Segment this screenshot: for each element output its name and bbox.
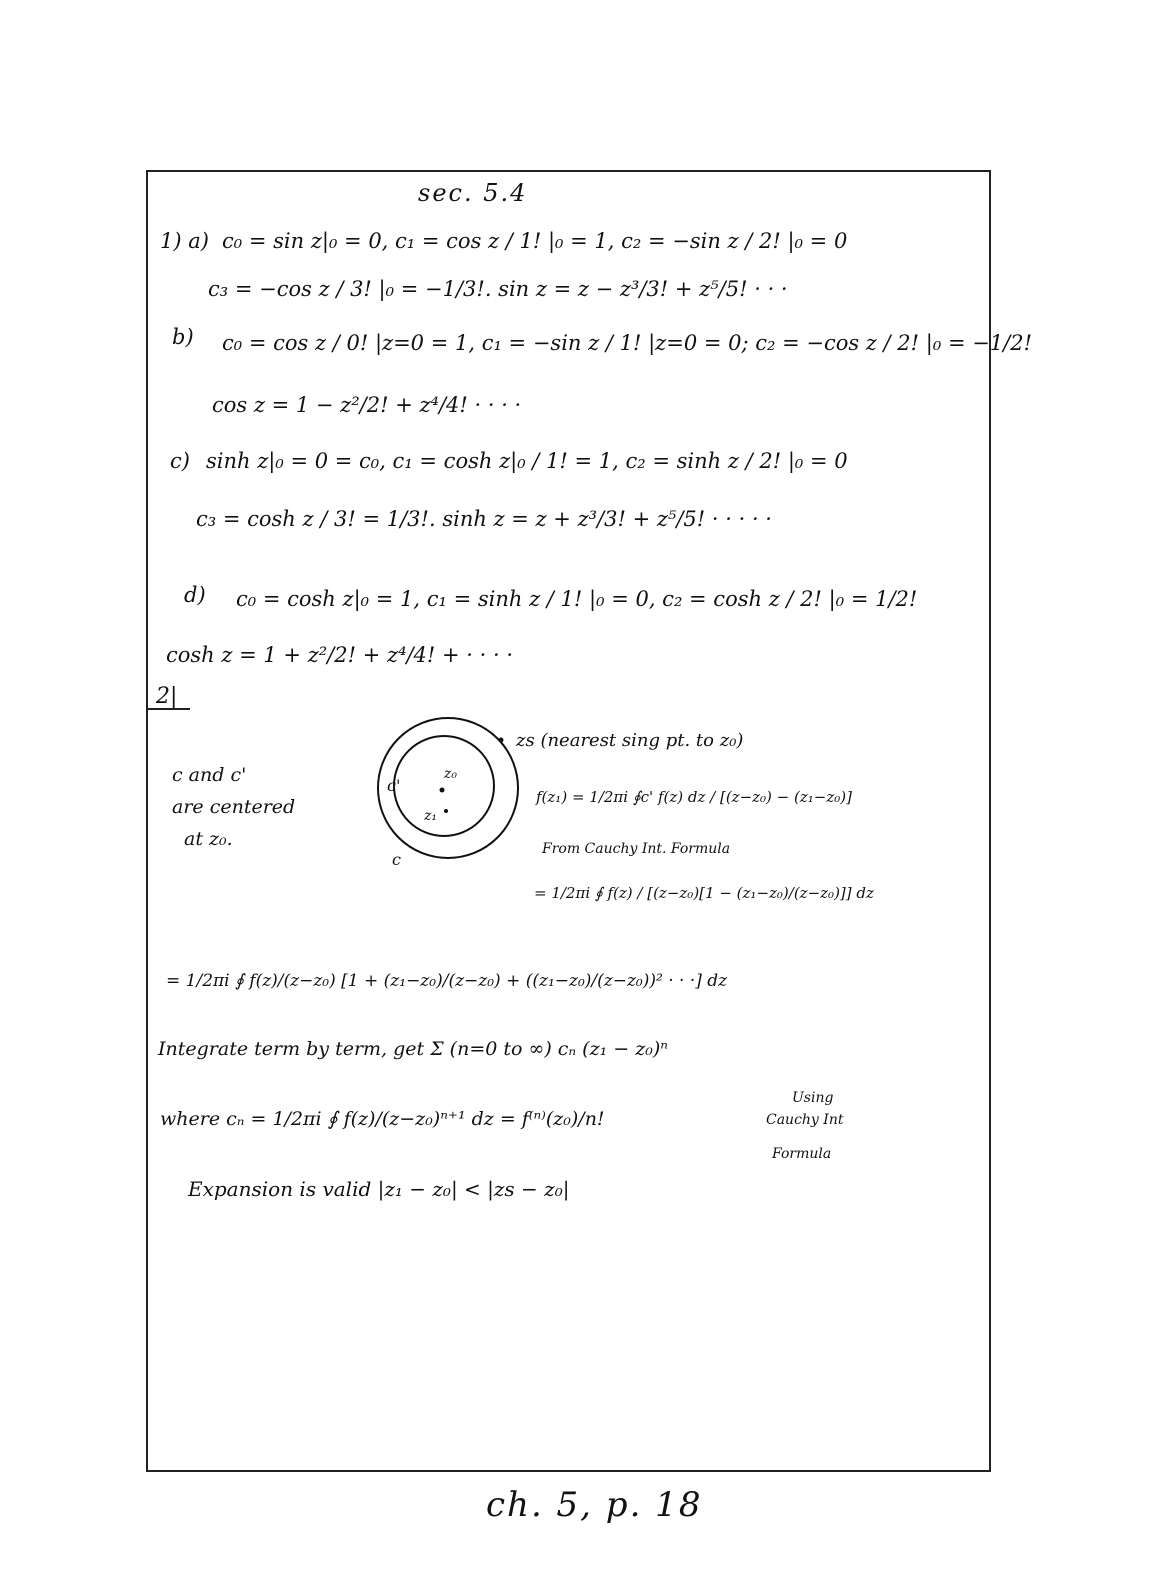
- using-note-1: Using: [792, 1090, 834, 1106]
- p1d-label: d): [184, 583, 206, 607]
- p1a-line1: c₀ = sin z|₀ = 0, c₁ = cos z / 1! |₀ = 1, c₂ = −sin z / 2! |₀ = 0: [222, 229, 848, 253]
- cprime-label: c': [387, 776, 401, 795]
- p1c-label: c): [170, 449, 190, 473]
- z1-label: z₁: [424, 808, 437, 824]
- p1d-line2: cosh z = 1 + z²/2! + z⁴/4! + · · · ·: [166, 643, 514, 667]
- zs-point: [499, 738, 504, 743]
- z1-point: [444, 809, 448, 813]
- p1b-line2: cos z = 1 − z²/2! + z⁴/4! · · · ·: [212, 393, 522, 417]
- center-note-1: c and c': [172, 764, 247, 786]
- section-title: sec. 5.4: [418, 179, 528, 207]
- using-note-2: Cauchy Int: [766, 1112, 844, 1128]
- eq1: f(z₁) = 1/2πi ∮c' f(z) dz / [(z−z₀) − (z₁−z₀)]: [536, 788, 852, 806]
- p1a-line2: c₃ = −cos z / 3! |₀ = −1/3!. sin z = z − z³/3! + z⁵/5! · · ·: [208, 277, 788, 301]
- zs-label: zs (nearest sing pt. to z₀): [516, 730, 744, 751]
- page-footer: ch. 5, p. 18: [486, 1485, 703, 1525]
- validity-line: Expansion is valid |z₁ − z₀| < |zs − z₀|: [188, 1177, 570, 1201]
- p1a-label: 1) a): [160, 229, 209, 253]
- center-note-3: at z₀.: [184, 828, 233, 850]
- p1b-label: b): [172, 325, 194, 349]
- z0-label: z₀: [444, 766, 457, 782]
- p1d-line1: c₀ = cosh z|₀ = 1, c₁ = sinh z / 1! |₀ = 0, c₂ = cosh z / 2! |₀ = 1/2!: [236, 587, 918, 611]
- integrate-line: Integrate term by term, get Σ (n=0 to ∞) cₙ (z₁ − z₀)ⁿ: [158, 1038, 668, 1060]
- where-line: where cₙ = 1/2πi ∮ f(z)/(z−z₀)ⁿ⁺¹ dz = f⁽ⁿ⁾(z₀)/n!: [160, 1108, 605, 1130]
- inner-contour-cprime: [394, 736, 494, 836]
- p1c-line2: c₃ = cosh z / 3! = 1/3!. sinh z = z + z³/3! + z⁵/5! · · · · ·: [196, 507, 772, 531]
- p1b-line1: c₀ = cos z / 0! |z=0 = 1, c₁ = −sin z / 1! |z=0 = 0; c₂ = −cos z / 2! |₀ = −1/2!: [222, 331, 1033, 355]
- eq3: = 1/2πi ∮ f(z)/(z−z₀) [1 + (z₁−z₀)/(z−z₀) + ((z₁−z₀)/(z−z₀))² · · ·] dz: [166, 971, 728, 991]
- eq2: = 1/2πi ∮ f(z) / [(z−z₀)[1 − (z₁−z₀)/(z−z₀)]] dz: [534, 884, 874, 902]
- c-label: c: [392, 850, 401, 869]
- eq1-note: From Cauchy Int. Formula: [542, 841, 731, 857]
- center-note-2: are centered: [172, 796, 296, 818]
- z0-point: [440, 788, 445, 793]
- using-note-3: Formula: [772, 1146, 832, 1162]
- p2-label: 2|: [156, 684, 178, 709]
- p1c-line1: sinh z|₀ = 0 = c₀, c₁ = cosh z|₀ / 1! = 1, c₂ = sinh z / 2! |₀ = 0: [206, 449, 848, 473]
